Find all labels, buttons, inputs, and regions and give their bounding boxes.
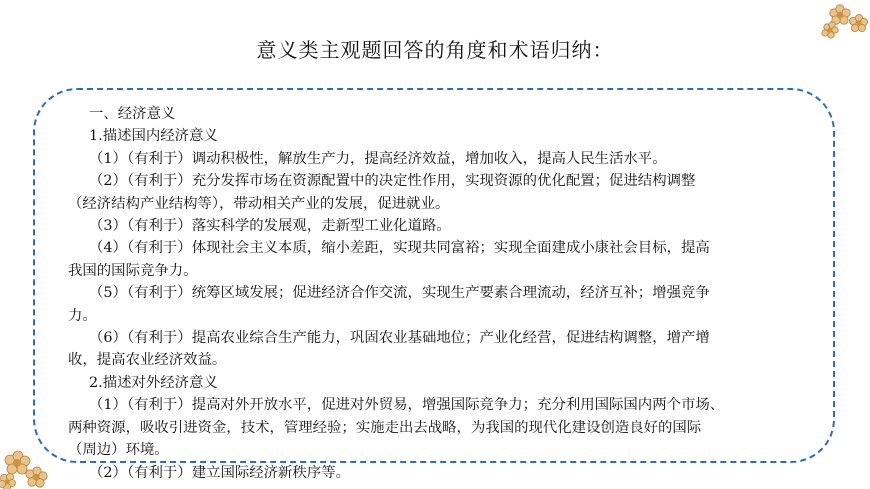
foreign-item-2: （2）（有利于）建立国际经济新秩序等。 (89, 464, 350, 481)
page-title: 意义类主观题回答的角度和术语归纳： (256, 38, 614, 62)
subheading-foreign: 2.描述对外经济意义 (89, 374, 218, 391)
domestic-item-1: （1）（有利于）调动积极性，解放生产力，提高经济效益，增加收入，提高人民生活水平。 (89, 150, 667, 167)
flower-cluster-icon (820, 2, 868, 40)
domestic-item-6-continued: 收，提高农业经济效益。 (68, 352, 227, 369)
domestic-item-5: （5）（有利于）统筹区域发展；促进经济合作交流，实现生产要素合理流动，经济互补；增强竞争 (89, 285, 710, 302)
foreign-item-1-continued: 两种资源，吸收引进资金，技术，管理经验；实施走出去战略，为我国的现代化建设创造良好的国际 (68, 419, 702, 436)
foreign-item-1-continued-2: （周边）环境。 (68, 442, 169, 459)
section-heading-economic: 一、经济意义 (89, 106, 176, 122)
domestic-item-2: （2）（有利于）充分发挥市场在资源配置中的决定性作用，实现资源的优化配置；促进结构调整 (89, 173, 696, 190)
domestic-item-5-continued: 力。 (68, 307, 97, 324)
domestic-item-2-continued: （经济结构产业结构等），带动相关产业的发展，促进就业。 (68, 195, 450, 212)
foreign-item-1: （1）（有利于）提高对外开放水平，促进对外贸易，增强国际竞争力；充分利用国际国内两个市场、 (89, 397, 725, 414)
domestic-item-4: （4）（有利于）体现社会主义本质，缩小差距，实现共同富裕；实现全面建成小康社会目标，提高 (89, 240, 710, 257)
content-block (60, 103, 820, 484)
domestic-item-4-continued: 我国的国际竞争力。 (68, 262, 198, 279)
subheading-domestic: 1.描述国内经济意义 (89, 128, 218, 145)
domestic-item-3: （3）（有利于）落实科学的发展观，走新型工业化道路。 (89, 218, 451, 235)
domestic-item-6: （6）（有利于）提高农业综合生产能力，巩固农业基础地位；产业化经营，促进结构调整，增产增 (89, 330, 710, 347)
flower-cluster-icon (0, 450, 50, 489)
